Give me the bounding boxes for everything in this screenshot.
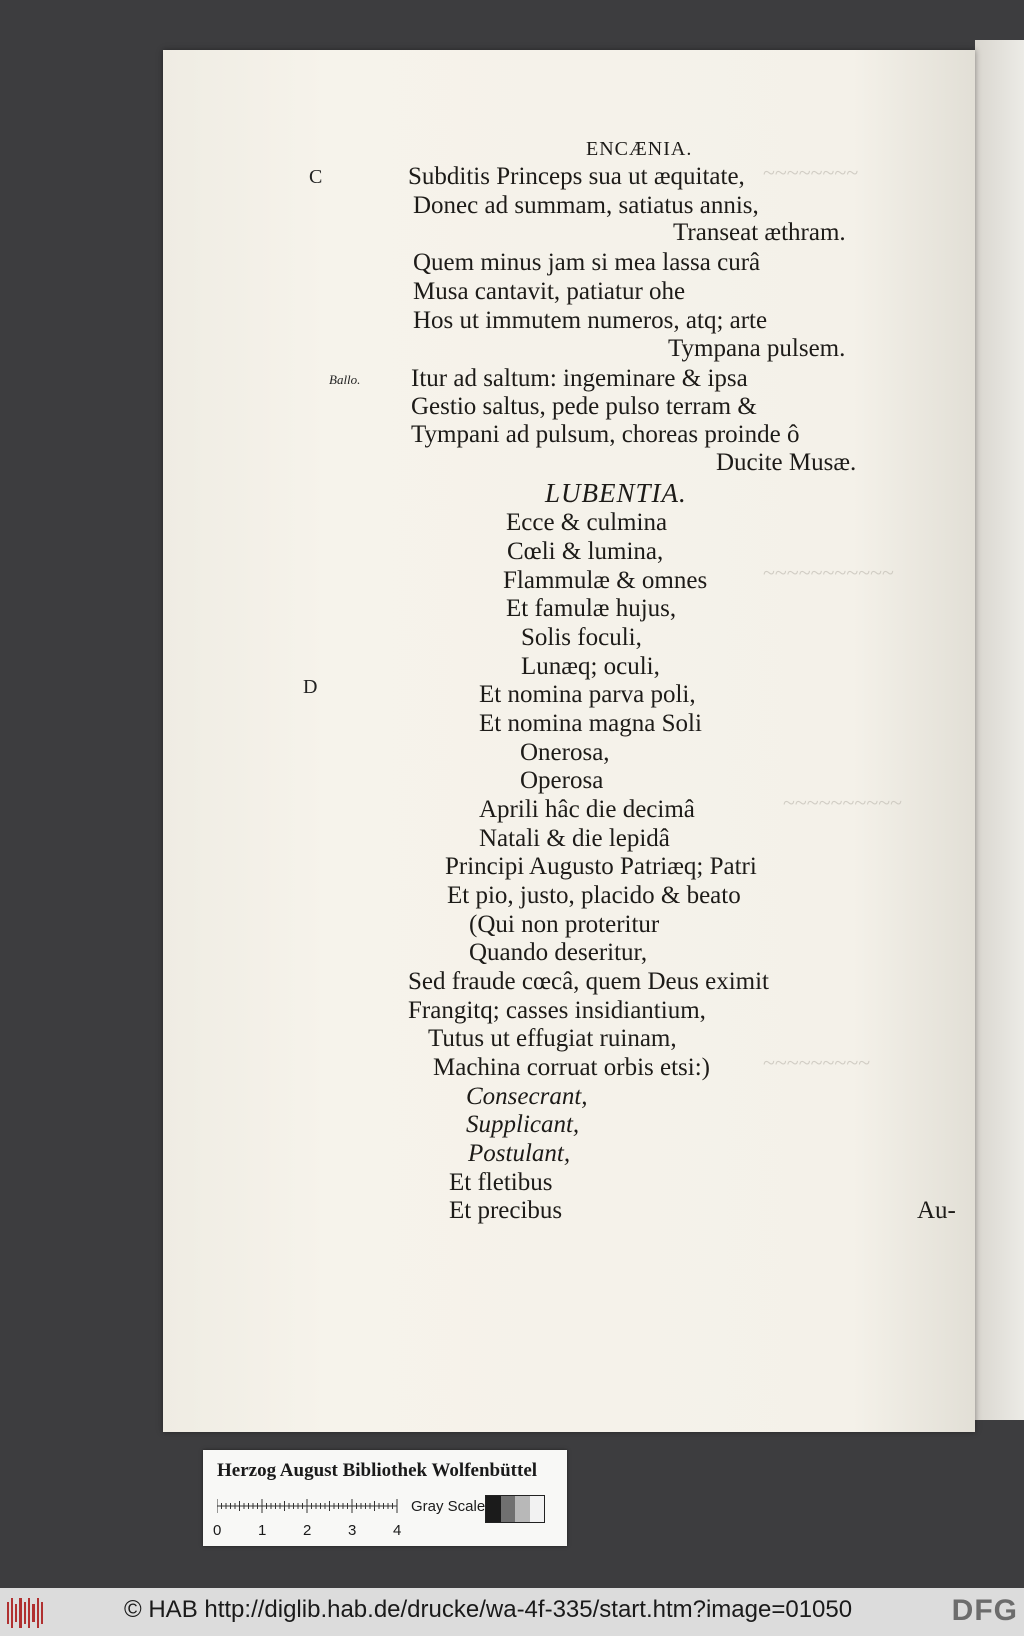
book-page: [163, 50, 975, 1432]
verse-line: Et famulæ hujus,: [506, 595, 677, 622]
verse-line: Sed fraude cœcâ, quem Deus eximit: [408, 968, 769, 995]
verse-line: Et nomina magna Soli: [479, 710, 702, 737]
verse-line: Flammulæ & omnes: [503, 567, 708, 594]
verse-line: Gestio saltus, pede pulso terram &: [411, 393, 757, 420]
show-through: ~~~~~~~~~~: [783, 790, 903, 815]
verse-line: Subditis Princeps sua ut æquitate,: [408, 163, 745, 190]
ruler-number: 4: [393, 1522, 402, 1539]
verse-line: Tutus ut effugiat ruinam,: [428, 1025, 677, 1052]
verse-line: Solis foculi,: [521, 624, 642, 651]
scale-ruler: [203, 1450, 567, 1546]
ruler-ticks: [217, 1492, 407, 1520]
verse-line: Aprili hâc die decimâ: [479, 796, 695, 823]
verse-line: Tympana pulsem.: [668, 335, 846, 362]
verse-line: Natali & die lepidâ: [479, 825, 670, 852]
margin-note-ballo: Ballo.: [329, 372, 361, 387]
verse-line: Supplicant,: [466, 1111, 580, 1138]
running-head: ENCÆNIA.: [586, 138, 693, 160]
ruler-title: Herzog August Bibliothek Wolfenbüttel: [217, 1460, 538, 1481]
verse-line: Ducite Musæ.: [716, 449, 857, 476]
verse-line: (Qui non proteritur: [469, 911, 660, 938]
gray-scale-chips: [485, 1495, 545, 1523]
verse-line: Et nomina parva poli,: [479, 681, 696, 708]
verse-line: Frangitq; casses insidiantium,: [408, 997, 706, 1024]
verse-line: Tympani ad pulsum, choreas proinde ô: [411, 421, 800, 448]
gray-scale-label: Gray Scale: [411, 1498, 486, 1515]
show-through: ~~~~~~~~~: [763, 1050, 871, 1075]
verse-line: Cœli & lumina,: [507, 538, 664, 565]
margin-signature-d: D: [303, 676, 318, 698]
verse-line: Et fletibus: [449, 1169, 553, 1196]
verse-line: Et pio, justo, placido & beato: [447, 882, 741, 909]
ruler-number: 3: [348, 1522, 357, 1539]
verse-line: Consecrant,: [466, 1083, 588, 1110]
ruler-number: 0: [213, 1522, 222, 1539]
margin-signature-c: C: [309, 166, 323, 188]
verse-line: Lunæq; oculi,: [521, 653, 660, 680]
verse-line: Postulant,: [468, 1140, 571, 1167]
show-through: ~~~~~~~~: [763, 160, 859, 185]
verse-line: Machina corruat orbis etsi:): [433, 1054, 710, 1081]
verse-line: Musa cantavit, patiatur ohe: [413, 278, 686, 305]
verse-line: Onerosa,: [520, 739, 610, 766]
verse-line: Donec ad summam, satiatus annis,: [413, 192, 759, 219]
show-through: ~~~~~~~~~~~: [763, 560, 894, 585]
section-title: LUBENTIA.: [545, 478, 687, 508]
verse-line: Quem minus jam si mea lassa curâ: [413, 249, 761, 276]
verse-line: Transeat æthram.: [673, 219, 846, 246]
ruler-number: 1: [258, 1522, 267, 1539]
verse-line: Et precibus: [449, 1197, 563, 1224]
verse-line: Itur ad saltum: ingeminare & ipsa: [411, 365, 748, 392]
dfg-logo: DFG: [951, 1594, 1018, 1627]
catchword: Au-: [917, 1197, 956, 1224]
ruler-number: 2: [303, 1522, 312, 1539]
verse-line: Principi Augusto Patriæq; Patri: [445, 853, 757, 880]
verse-line: Hos ut immutem numeros, atq; arte: [413, 307, 768, 334]
verse-line: Ecce & culmina: [506, 509, 668, 536]
verse-line: Quando deseritur,: [469, 939, 648, 966]
verse-line: Operosa: [520, 767, 604, 794]
facing-page-edge: [975, 40, 1024, 1420]
barcode-icon: [6, 1596, 46, 1630]
footer-credit-link[interactable]: © HAB http://diglib.hab.de/drucke/wa-4f-335/start.htm?image=01050: [124, 1596, 853, 1623]
